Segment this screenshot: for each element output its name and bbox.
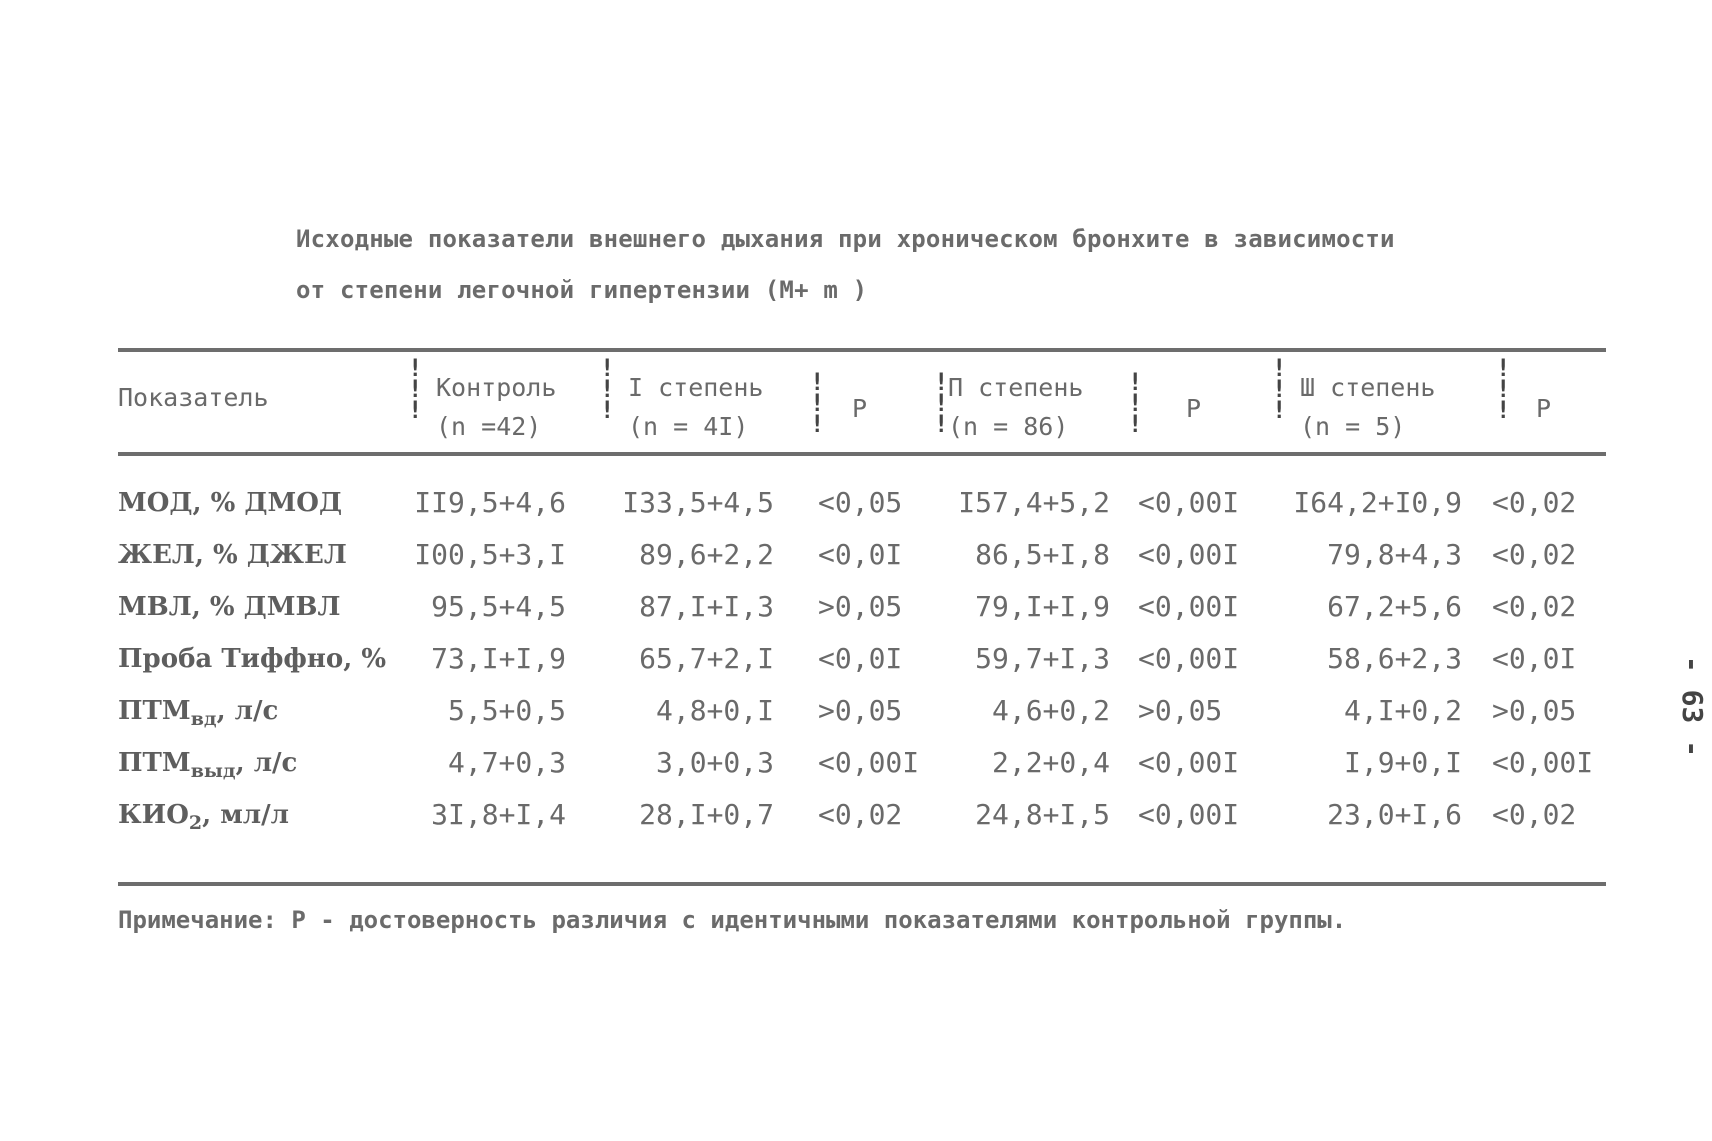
cell-p-1: <0,0I (818, 642, 903, 675)
header-degree-1-title: I степень (628, 373, 764, 402)
header-degree-3-n: (n = 5) (1300, 412, 1406, 441)
cell-control: 95,5+4,5 (431, 590, 566, 623)
cell-p-3: <0,02 (1492, 538, 1577, 571)
header-degree-3 (1300, 368, 1435, 446)
row-label-main: ПТМ (118, 696, 191, 726)
row-label (118, 748, 297, 782)
row-label-main: КИО (118, 800, 189, 830)
column-separator: ! ! ! (1496, 354, 1511, 424)
row-label-unit: , л/с (216, 696, 279, 726)
cell-p-1: <0,00I (818, 746, 920, 779)
column-separator: ! ! ! (934, 368, 949, 438)
cell-p-3: >0,05 (1492, 694, 1577, 727)
cell-p-1: >0,05 (818, 590, 903, 623)
cell-p-2: <0,00I (1138, 798, 1240, 831)
cell-degree-3: 67,2+5,6 (1327, 590, 1462, 623)
cell-p-2: >0,05 (1138, 694, 1223, 727)
column-separator: ! ! ! (1128, 368, 1143, 438)
cell-degree-2: 4,6+0,2 (991, 694, 1110, 727)
cell-p-2: <0,00I (1138, 590, 1240, 623)
cell-p-1: >0,05 (818, 694, 903, 727)
header-indicator: Показатель (118, 383, 269, 412)
cell-degree-2: I57,4+5,2 (958, 486, 1110, 519)
cell-p-1: <0,02 (818, 798, 903, 831)
header-degree-2-n: (n = 86) (948, 412, 1069, 441)
header-degree-1 (628, 368, 763, 446)
header-p-1: P (852, 394, 868, 423)
cell-degree-1: 4,8+0,I (655, 694, 774, 727)
cell-degree-1: 89,6+2,2 (639, 538, 774, 571)
cell-p-3: <0,02 (1492, 590, 1577, 623)
header-degree-2-title: П степень (948, 373, 1084, 402)
row-label: ЖЕЛ, % ДЖЕЛ (118, 540, 347, 570)
header-degree-3-title: Ш степень (1300, 373, 1436, 402)
cell-degree-2: 86,5+I,8 (975, 538, 1110, 571)
cell-p-2: <0,00I (1138, 486, 1240, 519)
table-header-rule (118, 452, 1606, 456)
row-label: МОД, % ДМОД (118, 488, 343, 518)
cell-degree-3: 58,6+2,3 (1327, 642, 1462, 675)
cell-degree-1: 28,I+0,7 (639, 798, 774, 831)
cell-control: II9,5+4,6 (414, 486, 566, 519)
row-label: МВЛ, % ДМВЛ (118, 592, 341, 622)
cell-degree-3: 79,8+4,3 (1327, 538, 1462, 571)
table-note: Примечание: Р - достоверность различия с идентичными показателями контрольной группы. (118, 906, 1347, 934)
cell-p-1: <0,05 (818, 486, 903, 519)
row-label-subscript: выд (190, 760, 236, 783)
cell-p-2: <0,00I (1138, 746, 1240, 779)
cell-degree-3: I,9+0,I (1343, 746, 1462, 779)
column-separator: ! ! ! (810, 368, 825, 438)
cell-degree-3: 23,0+I,6 (1327, 798, 1462, 831)
cell-p-2: <0,00I (1138, 538, 1240, 571)
header-control-n: (n =42) (436, 412, 542, 441)
header-p-3: P (1536, 394, 1552, 423)
row-label-main: ПТМ (118, 748, 191, 778)
cell-control: 4,7+0,3 (447, 746, 566, 779)
row-label: Проба Тиффно, % (118, 644, 387, 674)
table-bottom-rule (118, 882, 1606, 886)
table-top-rule (118, 348, 1606, 352)
table-caption (296, 214, 1395, 316)
header-control-title: Контроль (436, 373, 557, 402)
page-number: - 63 - (1676, 655, 1710, 758)
cell-p-3: <0,00I (1492, 746, 1594, 779)
caption-line-1: Исходные показатели внешнего дыхания при хроническом бронхите в зависимости (296, 225, 1395, 253)
header-degree-1-n: (n = 4I) (628, 412, 749, 441)
row-label-unit: , мл/л (202, 800, 289, 830)
cell-degree-3: I64,2+I0,9 (1293, 486, 1462, 519)
cell-degree-2: 2,2+0,4 (991, 746, 1110, 779)
cell-control: 3I,8+I,4 (431, 798, 566, 831)
row-label (118, 696, 278, 730)
cell-degree-2: 59,7+I,3 (975, 642, 1110, 675)
row-label-unit: , л/с (235, 748, 298, 778)
cell-control: 73,I+I,9 (431, 642, 566, 675)
cell-degree-1: I33,5+4,5 (622, 486, 774, 519)
header-degree-2 (948, 368, 1083, 446)
caption-line-2: от степени легочной гипертензии (М+ m ) (296, 276, 868, 304)
cell-degree-1: 65,7+2,I (639, 642, 774, 675)
cell-p-2: <0,00I (1138, 642, 1240, 675)
cell-degree-3: 4,I+0,2 (1343, 694, 1462, 727)
cell-degree-1: 87,I+I,3 (639, 590, 774, 623)
cell-degree-2: 24,8+I,5 (975, 798, 1110, 831)
column-separator: ! ! ! (1272, 354, 1287, 424)
row-label-subscript: 2 (188, 812, 203, 835)
header-p-2: P (1186, 394, 1202, 423)
column-separator: ! ! ! (600, 354, 615, 424)
cell-control: 5,5+0,5 (447, 694, 566, 727)
cell-control: I00,5+3,I (414, 538, 566, 571)
row-label (118, 800, 289, 834)
cell-p-3: <0,02 (1492, 798, 1577, 831)
cell-degree-1: 3,0+0,3 (655, 746, 774, 779)
cell-p-3: <0,02 (1492, 486, 1577, 519)
column-separator: ! ! ! (408, 354, 423, 424)
cell-p-1: <0,0I (818, 538, 903, 571)
header-control (436, 368, 556, 446)
cell-degree-2: 79,I+I,9 (975, 590, 1110, 623)
cell-p-3: <0,0I (1492, 642, 1577, 675)
row-label-subscript: вд (190, 708, 217, 731)
